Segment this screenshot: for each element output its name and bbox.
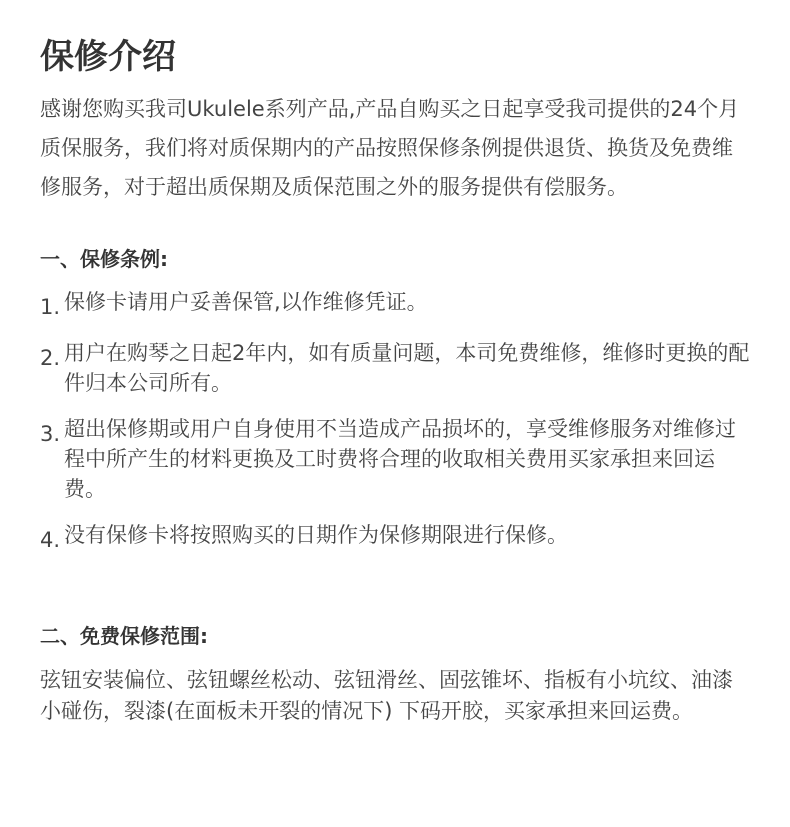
list-item-number: 4. bbox=[40, 528, 61, 552]
list-item bbox=[40, 287, 750, 322]
section-heading-free-repair-scope: 二、免费保修范围: bbox=[40, 624, 208, 648]
free-repair-scope-text: 弦钮安装偏位、弦钮螺丝松动、弦钮滑丝、固弦锥坏、指板有小坑纹、油漆小碰伤，裂漆(在面板未开裂的情况下) 下码开胶，买家承担来回运费。 bbox=[40, 668, 733, 723]
warranty-page bbox=[40, 34, 750, 727]
list-item-number: 3. bbox=[40, 422, 61, 446]
list-item-text: 没有保修卡将按照购买的日期作为保修期限进行保修。 bbox=[64, 523, 568, 547]
list-item-text: 保修卡请用户妥善保管,以作维修凭证。 bbox=[64, 290, 428, 314]
list-item bbox=[40, 520, 750, 555]
intro-paragraph: 感谢您购买我司Ukulele系列产品,产品自购买之日起享受我司提供的24个月质保服务，我们将对质保期内的产品按照保修条例提供退货、换货及免费维修服务，对于超出质保期及质保范围之外的服务提供有偿服务。 bbox=[40, 97, 740, 199]
warranty-terms-list bbox=[40, 287, 750, 555]
list-item-number: 1. bbox=[40, 295, 61, 319]
page-title: 保修介绍 bbox=[40, 37, 176, 77]
section-heading-warranty-terms: 一、保修条例: bbox=[40, 247, 168, 271]
list-item-text: 用户在购琴之日起2年内，如有质量问题，本司免费维修，维修时更换的配件归本公司所有。 bbox=[64, 341, 750, 395]
list-item bbox=[40, 414, 750, 504]
list-item bbox=[40, 338, 750, 398]
list-item-number: 2. bbox=[40, 346, 61, 370]
list-item-text: 超出保修期或用户自身使用不当造成产品损坏的，享受维修服务对维修过程中所产生的材料更换及工时费将合理的收取相关费用买家承担来回运费。 bbox=[64, 417, 736, 501]
